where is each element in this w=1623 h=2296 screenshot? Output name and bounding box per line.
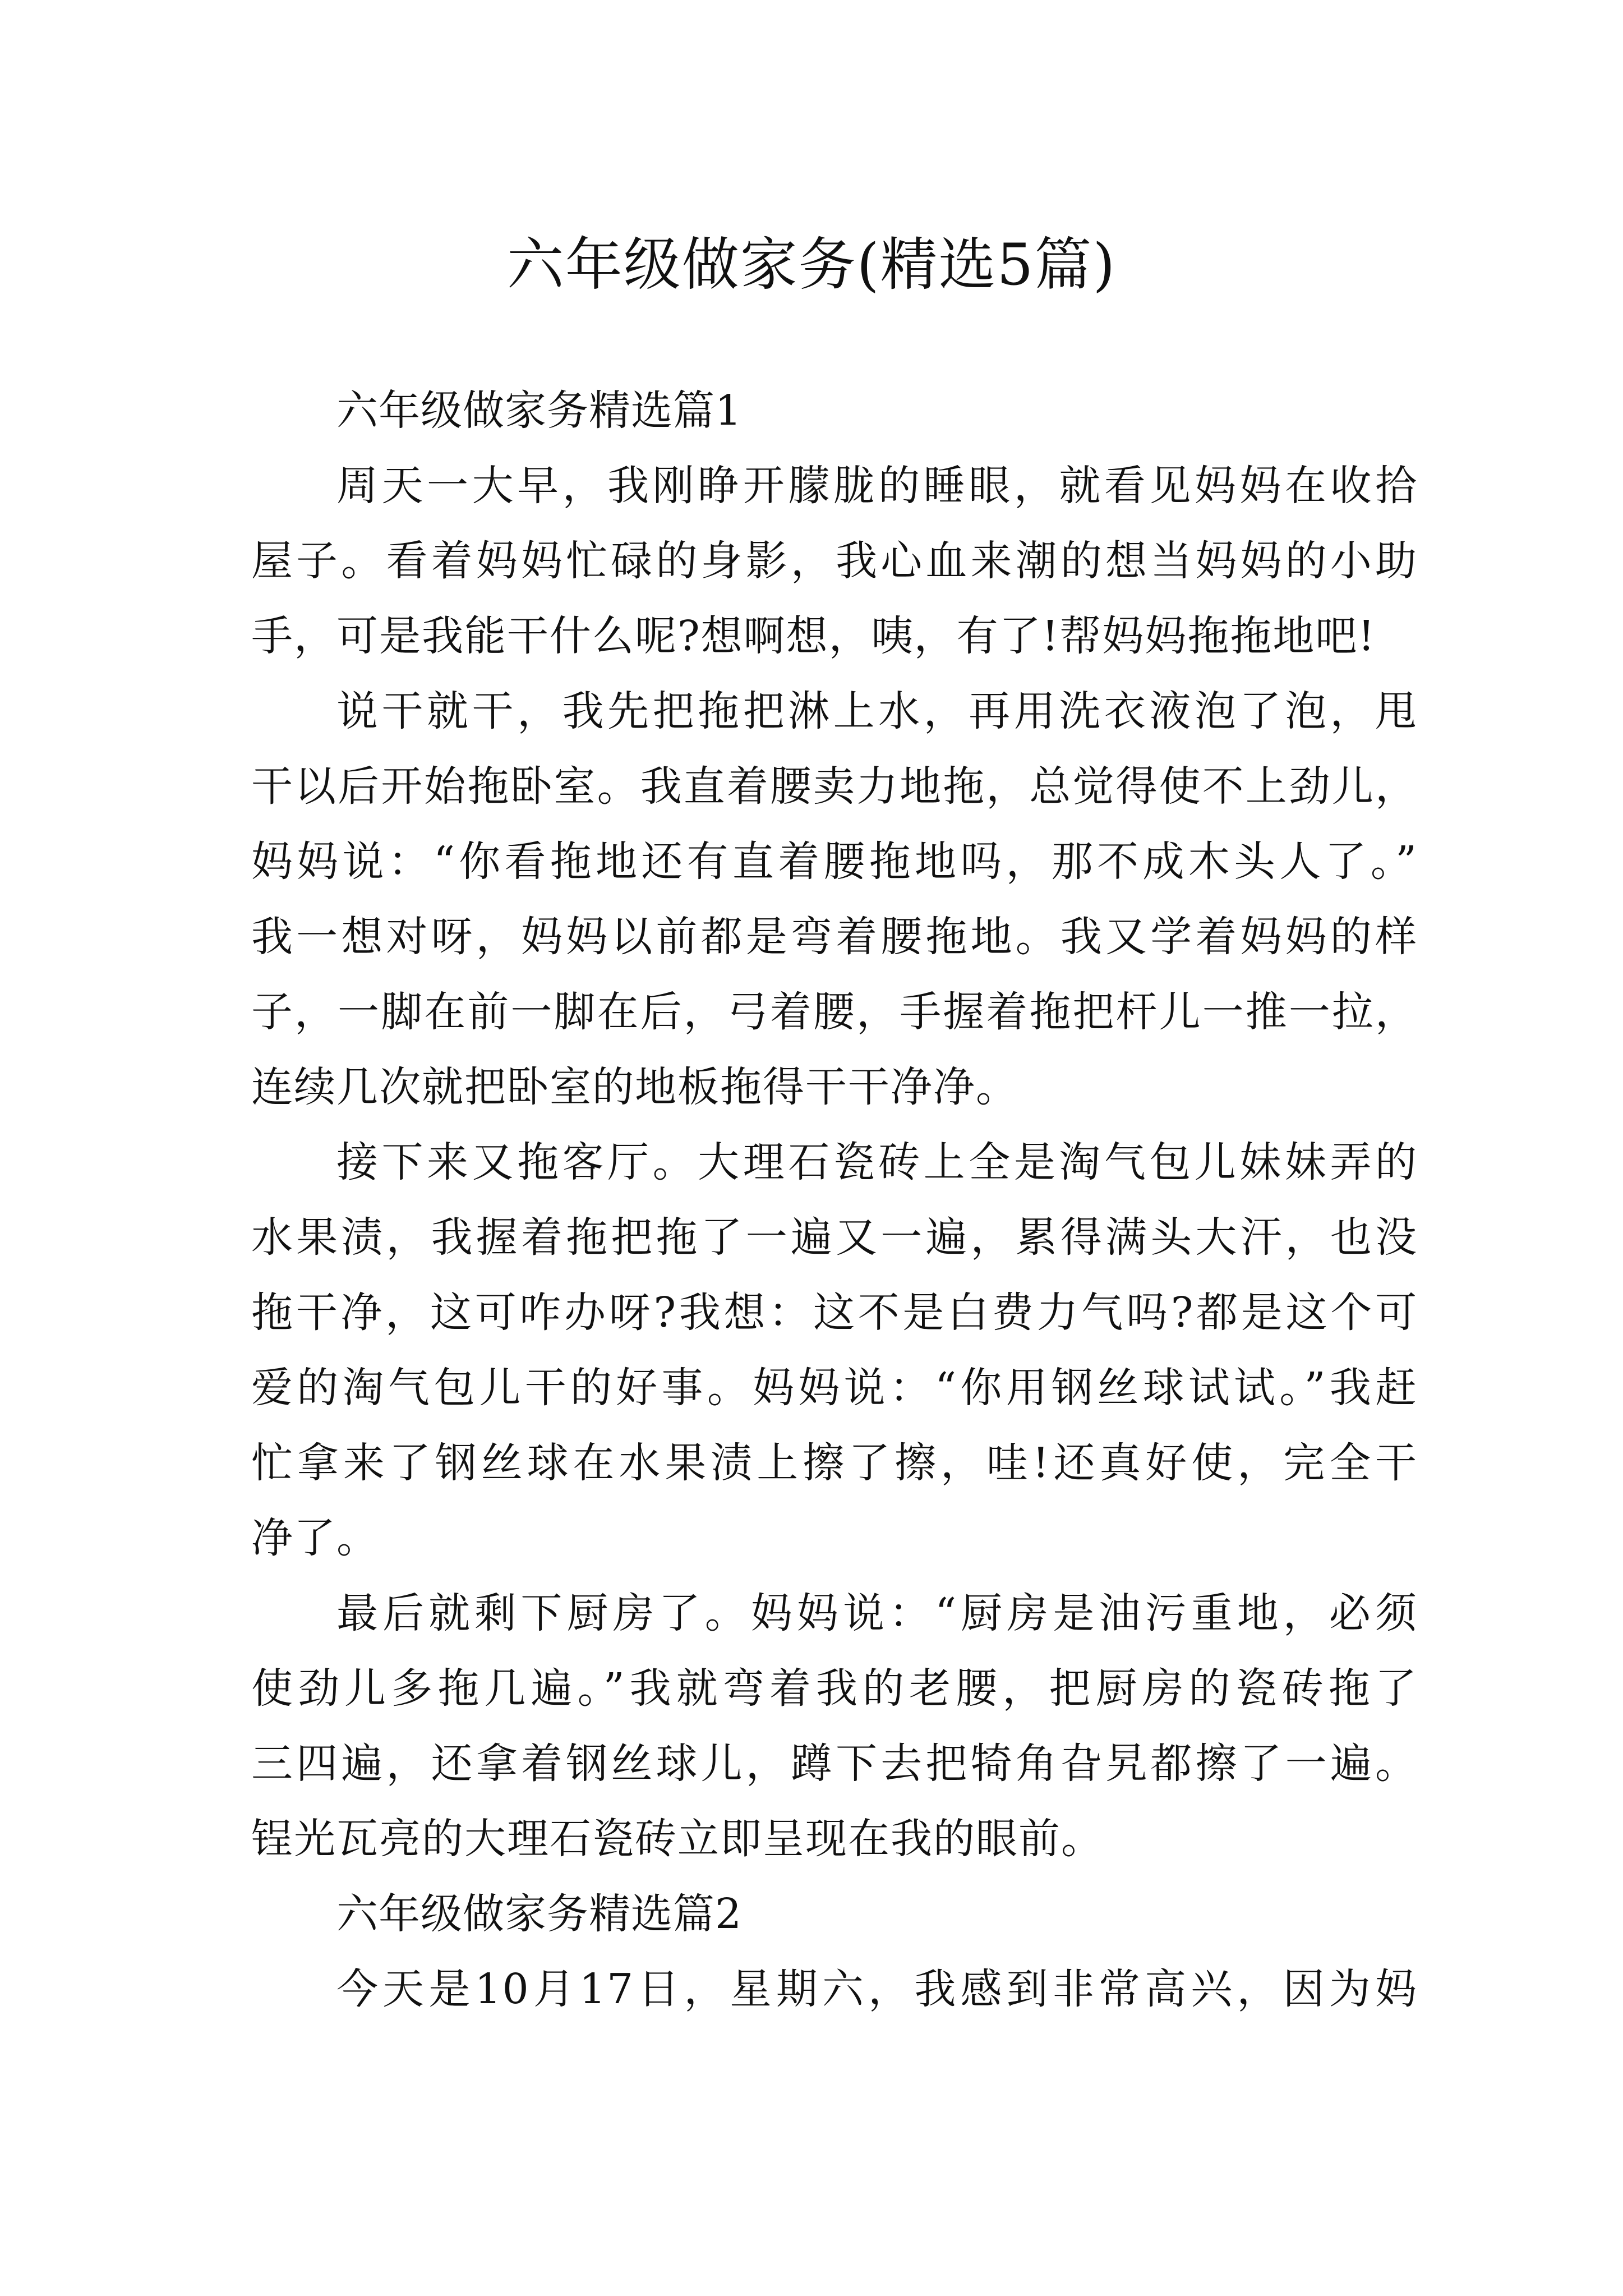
paragraph-line: 连续几次就把卧室的地板拖得干干净净。: [251, 1063, 1018, 1111]
document-title: 六年级做家务(精选5篇): [506, 232, 1117, 299]
section-heading-1: 六年级做家务精选篇1: [336, 386, 743, 435]
document-body: [251, 373, 1418, 2027]
section-heading-2: 六年级做家务精选篇2: [336, 1890, 743, 1938]
paragraph-line: 屋子。看着妈妈忙碌的身影，我心血来潮的想当妈妈的小助: [251, 537, 1418, 585]
paragraph-line: 三四遍，还拿着钢丝球儿，蹲下去把犄角旮旯都擦了一遍。: [251, 1740, 1418, 1788]
paragraph-line: 接下来又拖客厅。大理石瓷砖上全是淘气包儿妹妹弄的: [336, 1138, 1418, 1186]
paragraph-line: 今天是10月17日，星期六，我感到非常高兴，因为妈: [336, 1965, 1418, 2013]
paragraph-line: 净了。: [251, 1514, 379, 1562]
paragraph-line: 手，可是我能干什么呢?想啊想，咦，有了!帮妈妈拖拖地吧!: [251, 612, 1376, 660]
paragraph-line: 说干就干，我先把拖把淋上水，再用洗衣液泡了泡，甩: [336, 687, 1418, 735]
paragraph-line: 爱的淘气包儿干的好事。妈妈说：“你用钢丝球试试。”我赶: [251, 1364, 1418, 1412]
paragraph-line: 水果渍，我握着拖把拖了一遍又一遍，累得满头大汗，也没: [251, 1213, 1418, 1262]
paragraph-line: 干以后开始拖卧室。我直着腰卖力地拖，总觉得使不上劲儿，: [251, 762, 1418, 811]
paragraph-line: 我一想对呀，妈妈以前都是弯着腰拖地。我又学着妈妈的样: [251, 913, 1418, 961]
paragraph-line: 最后就剩下厨房了。妈妈说：“厨房是油污重地，必须: [336, 1589, 1418, 1637]
paragraph-line: 拖干净，这可咋办呀?我想：这不是白费力气吗?都是这个可: [251, 1289, 1418, 1337]
paragraph-line: 锃光瓦亮的大理石瓷砖立即呈现在我的眼前。: [251, 1815, 1104, 1863]
paragraph-line: 周天一大早，我刚睁开朦胧的睡眼，就看见妈妈在收拾: [336, 462, 1418, 510]
paragraph-line: 妈妈说：“你看拖地还有直着腰拖地吗，那不成木头人了。”: [251, 838, 1418, 886]
paragraph-line: 忙拿来了钢丝球在水果渍上擦了擦，哇!还真好使，完全干: [251, 1439, 1418, 1487]
paragraph-line: 子，一脚在前一脚在后，弓着腰，手握着拖把杆儿一推一拉，: [251, 988, 1418, 1036]
paragraph-line: 使劲儿多拖几遍。”我就弯着我的老腰，把厨房的瓷砖拖了: [251, 1664, 1418, 1713]
